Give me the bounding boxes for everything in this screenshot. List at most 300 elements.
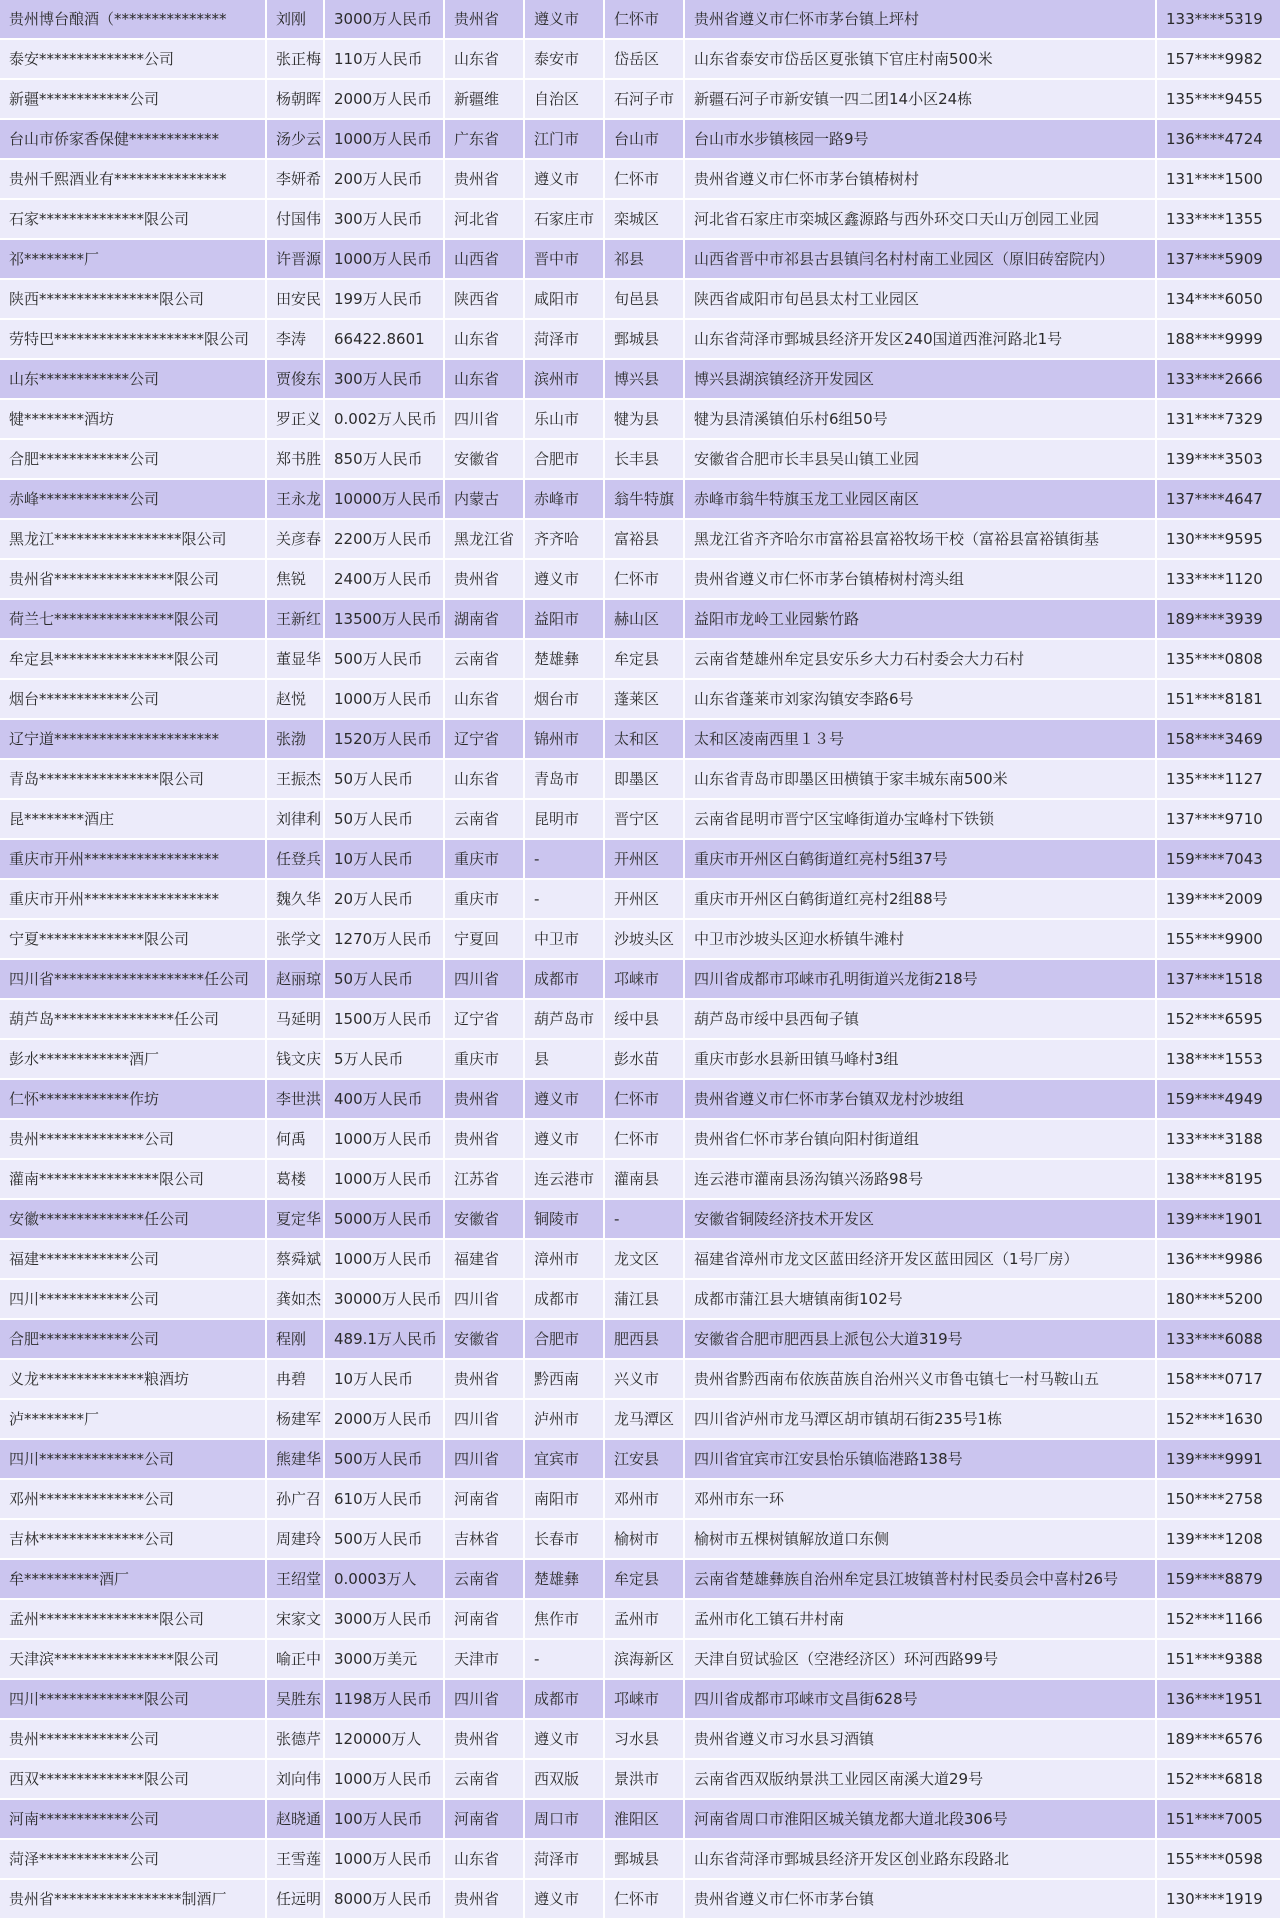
legal-person-cell: 田安民 <box>266 279 324 319</box>
company-name-cell: 贵州************公司 <box>0 1719 266 1759</box>
province-cell: 福建省 <box>444 1239 524 1279</box>
legal-person-cell: 刘刚 <box>266 0 324 39</box>
table-row <box>0 719 1280 759</box>
district-cell: 蓬莱区 <box>604 679 684 719</box>
registered-capital-cell: 5000万人民币 <box>324 1199 444 1239</box>
legal-person-cell: 赵悦 <box>266 679 324 719</box>
city-cell: 遵义市 <box>524 159 604 199</box>
table-row <box>0 1719 1280 1759</box>
phone-cell: 130****9595 <box>1156 519 1280 559</box>
address-cell: 安徽省合肥市肥西县上派包公大道319号 <box>684 1319 1156 1359</box>
registered-capital-cell: 110万人民币 <box>324 39 444 79</box>
legal-person-cell: 刘律利 <box>266 799 324 839</box>
legal-person-cell: 何禹 <box>266 1119 324 1159</box>
phone-cell: 131****1500 <box>1156 159 1280 199</box>
phone-cell: 152****6595 <box>1156 999 1280 1039</box>
phone-cell: 152****1166 <box>1156 1599 1280 1639</box>
city-cell: 连云港市 <box>524 1159 604 1199</box>
address-cell: 四川省泸州市龙马潭区胡市镇胡石街235号1栋 <box>684 1399 1156 1439</box>
table-row <box>0 319 1280 359</box>
phone-cell: 158****0717 <box>1156 1359 1280 1399</box>
registered-capital-cell: 50万人民币 <box>324 799 444 839</box>
phone-cell: 151****9388 <box>1156 1639 1280 1679</box>
city-cell: 楚雄彝 <box>524 1559 604 1599</box>
registered-capital-cell: 489.1万人民币 <box>324 1319 444 1359</box>
province-cell: 重庆市 <box>444 1039 524 1079</box>
legal-person-cell: 李妍希 <box>266 159 324 199</box>
address-cell: 云南省昆明市晋宁区宝峰街道办宝峰村下铁锁 <box>684 799 1156 839</box>
district-cell: 赫山区 <box>604 599 684 639</box>
table-row <box>0 1679 1280 1719</box>
phone-cell: 139****9991 <box>1156 1439 1280 1479</box>
address-cell: 贵州省遵义市仁怀市茅台镇上坪村 <box>684 0 1156 39</box>
district-cell: 晋宁区 <box>604 799 684 839</box>
phone-cell: 136****1951 <box>1156 1679 1280 1719</box>
city-cell: 遵义市 <box>524 1119 604 1159</box>
city-cell: 南阳市 <box>524 1479 604 1519</box>
company-name-cell: 四川**************公司 <box>0 1439 266 1479</box>
registered-capital-cell: 400万人民币 <box>324 1079 444 1119</box>
company-name-cell: 重庆市开州****************** <box>0 839 266 879</box>
address-cell: 台山市水步镇核园一路9号 <box>684 119 1156 159</box>
company-name-cell: 泰安**************公司 <box>0 39 266 79</box>
province-cell: 四川省 <box>444 1679 524 1719</box>
company-name-cell: 犍********酒坊 <box>0 399 266 439</box>
legal-person-cell: 张正梅 <box>266 39 324 79</box>
company-name-cell: 葫芦岛****************任公司 <box>0 999 266 1039</box>
district-cell: 鄄城县 <box>604 319 684 359</box>
city-cell: 晋中市 <box>524 239 604 279</box>
legal-person-cell: 喻正中 <box>266 1639 324 1679</box>
registered-capital-cell: 300万人民币 <box>324 199 444 239</box>
district-cell: 肥西县 <box>604 1319 684 1359</box>
address-cell: 山东省菏泽市鄄城县经济开发区240国道西淮河路北1号 <box>684 319 1156 359</box>
province-cell: 四川省 <box>444 1279 524 1319</box>
phone-cell: 138****1553 <box>1156 1039 1280 1079</box>
company-name-cell: 合肥************公司 <box>0 1319 266 1359</box>
phone-cell: 134****6050 <box>1156 279 1280 319</box>
district-cell: 淮阳区 <box>604 1799 684 1839</box>
province-cell: 安徽省 <box>444 1199 524 1239</box>
table-row <box>0 1519 1280 1559</box>
table-row <box>0 1559 1280 1599</box>
legal-person-cell: 刘向伟 <box>266 1759 324 1799</box>
phone-cell: 151****7005 <box>1156 1799 1280 1839</box>
legal-person-cell: 程刚 <box>266 1319 324 1359</box>
legal-person-cell: 付国伟 <box>266 199 324 239</box>
phone-cell: 133****3188 <box>1156 1119 1280 1159</box>
company-name-cell: 牟定县****************限公司 <box>0 639 266 679</box>
registered-capital-cell: 2400万人民币 <box>324 559 444 599</box>
province-cell: 内蒙古 <box>444 479 524 519</box>
address-cell: 连云港市灌南县汤沟镇兴汤路98号 <box>684 1159 1156 1199</box>
company-name-cell: 四川省********************任公司 <box>0 959 266 999</box>
table-row <box>0 559 1280 599</box>
company-name-cell: 陕西****************限公司 <box>0 279 266 319</box>
legal-person-cell: 夏定华 <box>266 1199 324 1239</box>
registered-capital-cell: 500万人民币 <box>324 1519 444 1559</box>
table-row <box>0 679 1280 719</box>
district-cell: 仁怀市 <box>604 559 684 599</box>
legal-person-cell: 钱文庆 <box>266 1039 324 1079</box>
phone-cell: 133****1355 <box>1156 199 1280 239</box>
province-cell: 贵州省 <box>444 1359 524 1399</box>
company-name-cell: 黑龙江*****************限公司 <box>0 519 266 559</box>
address-cell: 贵州省遵义市仁怀市茅台镇椿树村湾头组 <box>684 559 1156 599</box>
province-cell: 四川省 <box>444 1399 524 1439</box>
address-cell: 河南省周口市淮阳区城关镇龙都大道北段306号 <box>684 1799 1156 1839</box>
legal-person-cell: 孙广召 <box>266 1479 324 1519</box>
phone-cell: 155****0598 <box>1156 1839 1280 1879</box>
legal-person-cell: 王新红 <box>266 599 324 639</box>
province-cell: 四川省 <box>444 1439 524 1479</box>
registered-capital-cell: 1270万人民币 <box>324 919 444 959</box>
legal-person-cell: 蔡舜斌 <box>266 1239 324 1279</box>
province-cell: 河南省 <box>444 1479 524 1519</box>
city-cell: 锦州市 <box>524 719 604 759</box>
city-cell: 遵义市 <box>524 0 604 39</box>
district-cell: 长丰县 <box>604 439 684 479</box>
district-cell: 蒲江县 <box>604 1279 684 1319</box>
phone-cell: 152****1630 <box>1156 1399 1280 1439</box>
address-cell: 太和区凌南西里１３号 <box>684 719 1156 759</box>
legal-person-cell: 张德芹 <box>266 1719 324 1759</box>
phone-cell: 131****7329 <box>1156 399 1280 439</box>
registered-capital-cell: 2200万人民币 <box>324 519 444 559</box>
company-name-cell: 宁夏**************限公司 <box>0 919 266 959</box>
company-name-cell: 西双**************限公司 <box>0 1759 266 1799</box>
province-cell: 贵州省 <box>444 159 524 199</box>
city-cell: - <box>524 1639 604 1679</box>
legal-person-cell: 吴胜东 <box>266 1679 324 1719</box>
address-cell: 孟州市化工镇石井村南 <box>684 1599 1156 1639</box>
registered-capital-cell: 66422.8601 <box>324 319 444 359</box>
address-cell: 贵州省仁怀市茅台镇向阳村街道组 <box>684 1119 1156 1159</box>
district-cell: 鄄城县 <box>604 1839 684 1879</box>
city-cell: 合肥市 <box>524 1319 604 1359</box>
phone-cell: 180****5200 <box>1156 1279 1280 1319</box>
table-row <box>0 39 1280 79</box>
table-row <box>0 359 1280 399</box>
registered-capital-cell: 850万人民币 <box>324 439 444 479</box>
phone-cell: 133****5319 <box>1156 0 1280 39</box>
phone-cell: 155****9900 <box>1156 919 1280 959</box>
table-row <box>0 199 1280 239</box>
address-cell: 安徽省铜陵经济技术开发区 <box>684 1199 1156 1239</box>
district-cell: 太和区 <box>604 719 684 759</box>
phone-cell: 159****7043 <box>1156 839 1280 879</box>
phone-cell: 151****8181 <box>1156 679 1280 719</box>
company-name-cell: 彭水************酒厂 <box>0 1039 266 1079</box>
legal-person-cell: 马延明 <box>266 999 324 1039</box>
phone-cell: 157****9982 <box>1156 39 1280 79</box>
province-cell: 贵州省 <box>444 1879 524 1919</box>
district-cell: 牟定县 <box>604 639 684 679</box>
province-cell: 湖南省 <box>444 599 524 639</box>
legal-person-cell: 葛楼 <box>266 1159 324 1199</box>
registered-capital-cell: 1000万人民币 <box>324 1159 444 1199</box>
city-cell: 烟台市 <box>524 679 604 719</box>
province-cell: 四川省 <box>444 959 524 999</box>
address-cell: 黑龙江省齐齐哈尔市富裕县富裕牧场干校（富裕县富裕镇街基 <box>684 519 1156 559</box>
company-name-cell: 重庆市开州****************** <box>0 879 266 919</box>
city-cell: 遵义市 <box>524 1079 604 1119</box>
district-cell: 沙坡头区 <box>604 919 684 959</box>
province-cell: 宁夏回 <box>444 919 524 959</box>
address-cell: 河北省石家庄市栾城区鑫源路与西外环交口天山万创园工业园 <box>684 199 1156 239</box>
district-cell: 仁怀市 <box>604 159 684 199</box>
legal-person-cell: 王绍堂 <box>266 1559 324 1599</box>
province-cell: 贵州省 <box>444 1119 524 1159</box>
address-cell: 益阳市龙岭工业园紫竹路 <box>684 599 1156 639</box>
registered-capital-cell: 5万人民币 <box>324 1039 444 1079</box>
district-cell: 滨海新区 <box>604 1639 684 1679</box>
province-cell: 安徽省 <box>444 439 524 479</box>
city-cell: 葫芦岛市 <box>524 999 604 1039</box>
registered-capital-cell: 3000万美元 <box>324 1639 444 1679</box>
address-cell: 山东省青岛市即墨区田横镇于家丰城东南500米 <box>684 759 1156 799</box>
table-row <box>0 839 1280 879</box>
table-row <box>0 119 1280 159</box>
phone-cell: 133****2666 <box>1156 359 1280 399</box>
registered-capital-cell: 3000万人民币 <box>324 1599 444 1639</box>
address-cell: 云南省楚雄州牟定县安乐乡大力石村委会大力石村 <box>684 639 1156 679</box>
registered-capital-cell: 1500万人民币 <box>324 999 444 1039</box>
address-cell: 新疆石河子市新安镇一四二团14小区24栋 <box>684 79 1156 119</box>
province-cell: 河北省 <box>444 199 524 239</box>
city-cell: 咸阳市 <box>524 279 604 319</box>
phone-cell: 159****8879 <box>1156 1559 1280 1599</box>
company-name-cell: 灌南****************限公司 <box>0 1159 266 1199</box>
city-cell: 石家庄市 <box>524 199 604 239</box>
company-name-cell: 邓州**************公司 <box>0 1479 266 1519</box>
registered-capital-cell: 500万人民币 <box>324 639 444 679</box>
phone-cell: 135****9455 <box>1156 79 1280 119</box>
province-cell: 辽宁省 <box>444 719 524 759</box>
company-name-cell: 河南************公司 <box>0 1799 266 1839</box>
address-cell: 邓州市东一环 <box>684 1479 1156 1519</box>
district-cell: 景洪市 <box>604 1759 684 1799</box>
district-cell: 绥中县 <box>604 999 684 1039</box>
company-name-cell: 贵州博台酿酒（*************** <box>0 0 266 39</box>
address-cell: 贵州省黔西南布依族苗族自治州兴义市鲁屯镇七一村马鞍山五 <box>684 1359 1156 1399</box>
legal-person-cell: 贾俊东 <box>266 359 324 399</box>
district-cell: 博兴县 <box>604 359 684 399</box>
address-cell: 榆树市五棵树镇解放道口东侧 <box>684 1519 1156 1559</box>
legal-person-cell: 杨朝晖 <box>266 79 324 119</box>
phone-cell: 133****1120 <box>1156 559 1280 599</box>
province-cell: 新疆维 <box>444 79 524 119</box>
phone-cell: 139****1208 <box>1156 1519 1280 1559</box>
province-cell: 贵州省 <box>444 1719 524 1759</box>
company-name-cell: 昆********酒庄 <box>0 799 266 839</box>
district-cell: 牟定县 <box>604 1559 684 1599</box>
city-cell: 益阳市 <box>524 599 604 639</box>
address-cell: 山东省蓬莱市刘家沟镇安李路6号 <box>684 679 1156 719</box>
registered-capital-cell: 2000万人民币 <box>324 1399 444 1439</box>
company-name-cell: 天津滨****************限公司 <box>0 1639 266 1679</box>
district-cell: 龙马潭区 <box>604 1399 684 1439</box>
registered-capital-cell: 610万人民币 <box>324 1479 444 1519</box>
district-cell: 邓州市 <box>604 1479 684 1519</box>
address-cell: 葫芦岛市绥中县西甸子镇 <box>684 999 1156 1039</box>
table-row <box>0 639 1280 679</box>
city-cell: 菏泽市 <box>524 319 604 359</box>
company-name-cell: 台山市侨家香保健************ <box>0 119 266 159</box>
phone-cell: 159****4949 <box>1156 1079 1280 1119</box>
province-cell: 天津市 <box>444 1639 524 1679</box>
city-cell: 赤峰市 <box>524 479 604 519</box>
city-cell: 黔西南 <box>524 1359 604 1399</box>
table-row <box>0 1039 1280 1079</box>
address-cell: 云南省楚雄彝族自治州牟定县江坡镇普村村民委员会中喜村26号 <box>684 1559 1156 1599</box>
table-row <box>0 1119 1280 1159</box>
registered-capital-cell: 1000万人民币 <box>324 1119 444 1159</box>
district-cell: - <box>604 1199 684 1239</box>
table-row <box>0 1439 1280 1479</box>
address-cell: 安徽省合肥市长丰县吴山镇工业园 <box>684 439 1156 479</box>
province-cell: 河南省 <box>444 1599 524 1639</box>
province-cell: 重庆市 <box>444 879 524 919</box>
address-cell: 中卫市沙坡头区迎水桥镇牛滩村 <box>684 919 1156 959</box>
table-row <box>0 1639 1280 1679</box>
phone-cell: 137****5909 <box>1156 239 1280 279</box>
district-cell: 祁县 <box>604 239 684 279</box>
phone-cell: 137****4647 <box>1156 479 1280 519</box>
registered-capital-cell: 1198万人民币 <box>324 1679 444 1719</box>
phone-cell: 133****6088 <box>1156 1319 1280 1359</box>
province-cell: 贵州省 <box>444 0 524 39</box>
city-cell: 成都市 <box>524 1279 604 1319</box>
company-name-cell: 贵州千熙酒业有*************** <box>0 159 266 199</box>
company-name-cell: 孟州****************限公司 <box>0 1599 266 1639</box>
city-cell: 漳州市 <box>524 1239 604 1279</box>
table-row <box>0 239 1280 279</box>
legal-person-cell: 赵晓通 <box>266 1799 324 1839</box>
legal-person-cell: 王雪莲 <box>266 1839 324 1879</box>
city-cell: 成都市 <box>524 959 604 999</box>
registered-capital-cell: 1000万人民币 <box>324 1239 444 1279</box>
address-cell: 四川省宜宾市江安县怡乐镇临港路138号 <box>684 1439 1156 1479</box>
address-cell: 陕西省咸阳市旬邑县太村工业园区 <box>684 279 1156 319</box>
phone-cell: 158****3469 <box>1156 719 1280 759</box>
table-row <box>0 759 1280 799</box>
company-name-cell: 合肥************公司 <box>0 439 266 479</box>
city-cell: 合肥市 <box>524 439 604 479</box>
phone-cell: 135****0808 <box>1156 639 1280 679</box>
province-cell: 山西省 <box>444 239 524 279</box>
city-cell: 成都市 <box>524 1679 604 1719</box>
address-cell: 云南省西双版纳景洪工业园区南溪大道29号 <box>684 1759 1156 1799</box>
district-cell: 仁怀市 <box>604 1879 684 1919</box>
city-cell: 铜陵市 <box>524 1199 604 1239</box>
district-cell: 仁怀市 <box>604 0 684 39</box>
city-cell: 遵义市 <box>524 559 604 599</box>
city-cell: 菏泽市 <box>524 1839 604 1879</box>
table-row <box>0 1879 1280 1919</box>
province-cell: 四川省 <box>444 399 524 439</box>
province-cell: 江苏省 <box>444 1159 524 1199</box>
city-cell: 宜宾市 <box>524 1439 604 1479</box>
city-cell: 楚雄彝 <box>524 639 604 679</box>
district-cell: 榆树市 <box>604 1519 684 1559</box>
registered-capital-cell: 8000万人民币 <box>324 1879 444 1919</box>
city-cell: 昆明市 <box>524 799 604 839</box>
company-name-cell: 泸********厂 <box>0 1399 266 1439</box>
address-cell: 贵州省遵义市仁怀市茅台镇双龙村沙坡组 <box>684 1079 1156 1119</box>
company-name-cell: 贵州省*****************制酒厂 <box>0 1879 266 1919</box>
legal-person-cell: 魏久华 <box>266 879 324 919</box>
table-row <box>0 1399 1280 1439</box>
city-cell: 齐齐哈 <box>524 519 604 559</box>
district-cell: 彭水苗 <box>604 1039 684 1079</box>
registered-capital-cell: 20万人民币 <box>324 879 444 919</box>
phone-cell: 139****1901 <box>1156 1199 1280 1239</box>
phone-cell: 139****2009 <box>1156 879 1280 919</box>
province-cell: 山东省 <box>444 359 524 399</box>
company-name-cell: 福建************公司 <box>0 1239 266 1279</box>
address-cell: 赤峰市翁牛特旗玉龙工业园区南区 <box>684 479 1156 519</box>
phone-cell: 150****2758 <box>1156 1479 1280 1519</box>
table-row <box>0 519 1280 559</box>
registered-capital-cell: 50万人民币 <box>324 759 444 799</box>
legal-person-cell: 张渤 <box>266 719 324 759</box>
table-row <box>0 399 1280 439</box>
district-cell: 台山市 <box>604 119 684 159</box>
city-cell: 长春市 <box>524 1519 604 1559</box>
province-cell: 云南省 <box>444 1559 524 1599</box>
table-row <box>0 79 1280 119</box>
table-row <box>0 439 1280 479</box>
phone-cell: 135****1127 <box>1156 759 1280 799</box>
registered-capital-cell: 0.002万人民币 <box>324 399 444 439</box>
city-cell: 泸州市 <box>524 1399 604 1439</box>
address-cell: 贵州省遵义市习水县习酒镇 <box>684 1719 1156 1759</box>
registered-capital-cell: 10万人民币 <box>324 1359 444 1399</box>
phone-cell: 137****9710 <box>1156 799 1280 839</box>
company-name-cell: 青岛****************限公司 <box>0 759 266 799</box>
province-cell: 云南省 <box>444 639 524 679</box>
table-row <box>0 1599 1280 1639</box>
company-name-cell: 劳特巴********************限公司 <box>0 319 266 359</box>
address-cell: 四川省成都市邛崃市孔明街道兴龙街218号 <box>684 959 1156 999</box>
address-cell: 犍为县清溪镇伯乐村6组50号 <box>684 399 1156 439</box>
city-cell: 乐山市 <box>524 399 604 439</box>
company-name-cell: 荷兰七****************限公司 <box>0 599 266 639</box>
phone-cell: 136****4724 <box>1156 119 1280 159</box>
city-cell: 遵义市 <box>524 1719 604 1759</box>
table-row <box>0 879 1280 919</box>
registered-capital-cell: 10000万人民币 <box>324 479 444 519</box>
legal-person-cell: 熊建华 <box>266 1439 324 1479</box>
legal-person-cell: 罗正义 <box>266 399 324 439</box>
province-cell: 广东省 <box>444 119 524 159</box>
province-cell: 重庆市 <box>444 839 524 879</box>
phone-cell: 189****3939 <box>1156 599 1280 639</box>
phone-cell: 130****1919 <box>1156 1879 1280 1919</box>
registered-capital-cell: 120000万人 <box>324 1719 444 1759</box>
company-name-cell: 新疆************公司 <box>0 79 266 119</box>
company-name-cell: 山东************公司 <box>0 359 266 399</box>
legal-person-cell: 宋家文 <box>266 1599 324 1639</box>
address-cell: 山东省菏泽市鄄城县经济开发区创业路东段路北 <box>684 1839 1156 1879</box>
registered-capital-cell: 1000万人民币 <box>324 1759 444 1799</box>
registered-capital-cell: 10万人民币 <box>324 839 444 879</box>
table-row <box>0 799 1280 839</box>
legal-person-cell: 王振杰 <box>266 759 324 799</box>
table-row <box>0 159 1280 199</box>
address-cell: 重庆市开州区白鹤街道红亮村2组88号 <box>684 879 1156 919</box>
